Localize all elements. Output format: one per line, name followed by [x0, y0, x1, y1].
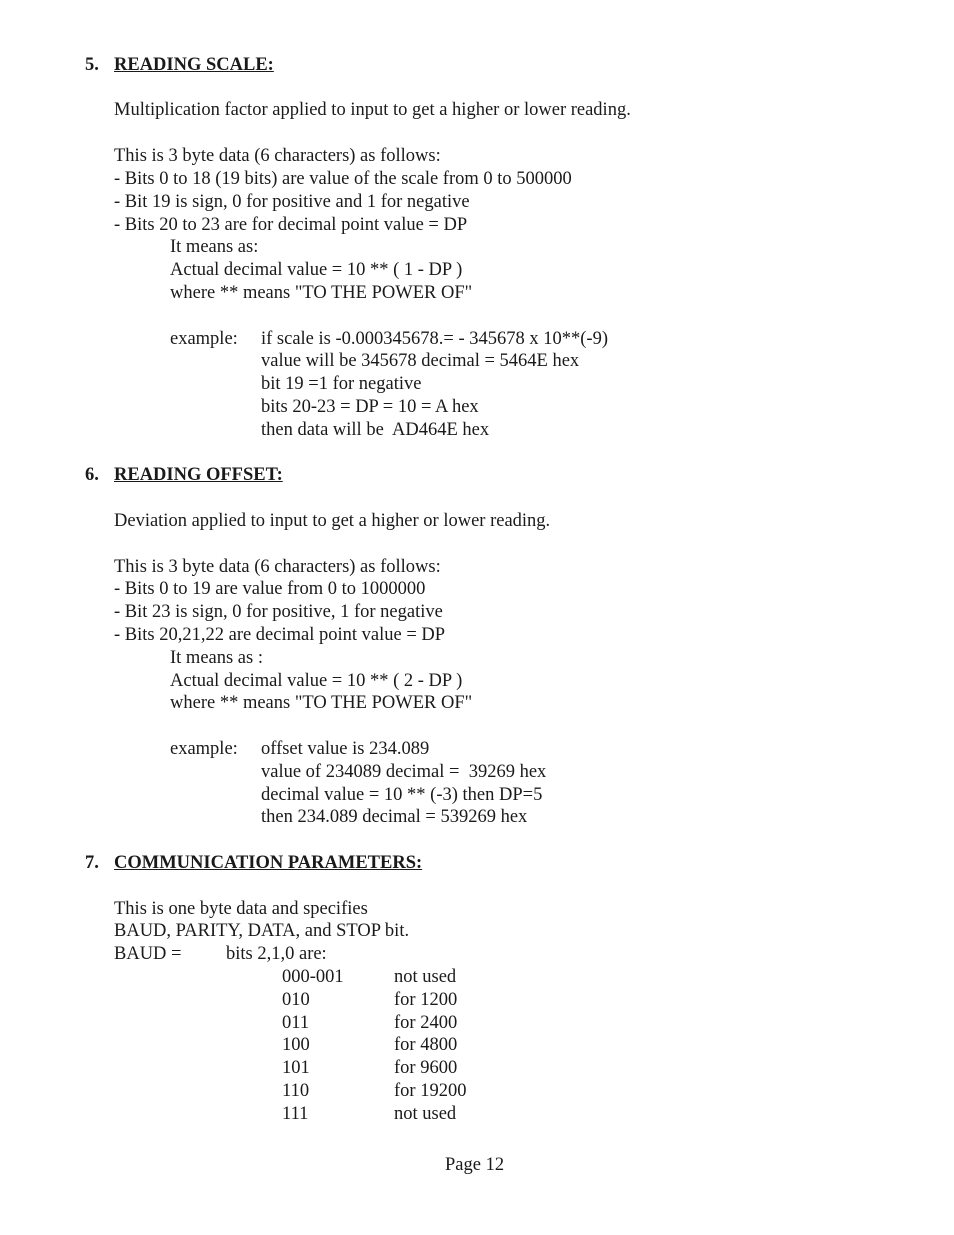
section-7-intro-1: This is one byte data and specifies [114, 899, 368, 919]
section-5-example-3: bit 19 =1 for negative [261, 374, 422, 394]
page-number: Page 12 [445, 1155, 505, 1175]
section-7-title: COMMUNICATION PARAMETERS: [114, 853, 423, 873]
section-6-bullet-1: - Bits 0 to 19 are value from 0 to 1000000 [114, 579, 426, 599]
section-7-intro-2: BAUD, PARITY, DATA, and STOP bit. [114, 921, 410, 941]
baud-row-meaning: for 2400 [394, 1013, 458, 1033]
section-5-means-2: Actual decimal value = 10 ** ( 1 - DP ) [170, 260, 463, 280]
section-6-intro: Deviation applied to input to get a higher or lower reading. [114, 511, 551, 531]
section-5-example-4: bits 20-23 = DP = 10 = A hex [261, 397, 479, 417]
section-5-example-2: value will be 345678 decimal = 5464E hex [261, 351, 580, 371]
section-5-number: 5. [85, 55, 99, 75]
section-5-intro: Multiplication factor applied to input to get a higher or lower reading. [114, 100, 631, 120]
baud-row-meaning: not used [394, 967, 457, 987]
section-6-title: READING OFFSET: [114, 465, 283, 485]
section-6-means-2: Actual decimal value = 10 ** ( 2 - DP ) [170, 671, 463, 691]
section-7-number: 7. [85, 853, 99, 873]
baud-row-bits: 110 [282, 1081, 310, 1101]
baud-row-bits: 000-001 [282, 967, 344, 987]
baud-row-bits: 111 [282, 1104, 309, 1124]
section-6-number: 6. [85, 465, 99, 485]
baud-row-bits: 100 [282, 1035, 310, 1055]
section-6-format: This is 3 byte data (6 characters) as follows: [114, 557, 441, 577]
section-5-example-label: example: [170, 329, 238, 349]
baud-row-bits: 101 [282, 1058, 310, 1078]
baud-row-meaning: not used [394, 1104, 457, 1124]
section-5-title: READING SCALE: [114, 55, 274, 75]
section-6-example-3: decimal value = 10 ** (-3) then DP=5 [261, 785, 543, 805]
section-5-bullet-1: - Bits 0 to 18 (19 bits) are value of the scale from 0 to 500000 [114, 169, 572, 189]
section-6-bullet-2: - Bit 23 is sign, 0 for positive, 1 for negative [114, 602, 443, 622]
section-6-example-2: value of 234089 decimal = 39269 hex [261, 762, 547, 782]
baud-row-bits: 010 [282, 990, 310, 1010]
section-6-example-label: example: [170, 739, 238, 759]
section-6-example-1: offset value is 234.089 [261, 739, 430, 759]
section-5-format: This is 3 byte data (6 characters) as follows: [114, 146, 441, 166]
section-6-means-3: where ** means "TO THE POWER OF" [170, 693, 473, 713]
section-5-bullet-2: - Bit 19 is sign, 0 for positive and 1 for negative [114, 192, 470, 212]
baud-row-meaning: for 9600 [394, 1058, 458, 1078]
section-5-example-5: then data will be AD464E hex [261, 420, 490, 440]
baud-row-meaning: for 1200 [394, 990, 458, 1010]
section-6-bullet-3: - Bits 20,21,22 are decimal point value = DP [114, 625, 446, 645]
baud-label: BAUD = [114, 944, 182, 964]
baud-description: bits 2,1,0 are: [226, 944, 327, 964]
section-5-example-1: if scale is -0.000345678.= - 345678 x 10**(-9) [261, 329, 608, 349]
baud-row-meaning: for 19200 [394, 1081, 467, 1101]
section-5-means-3: where ** means "TO THE POWER OF" [170, 283, 473, 303]
section-5-bullet-3: - Bits 20 to 23 are for decimal point value = DP [114, 215, 468, 235]
section-6-means-1: It means as : [170, 648, 263, 668]
section-5-means-1: It means as: [170, 237, 259, 257]
baud-row-meaning: for 4800 [394, 1035, 458, 1055]
section-6-example-4: then 234.089 decimal = 539269 hex [261, 807, 528, 827]
baud-row-bits: 011 [282, 1013, 310, 1033]
